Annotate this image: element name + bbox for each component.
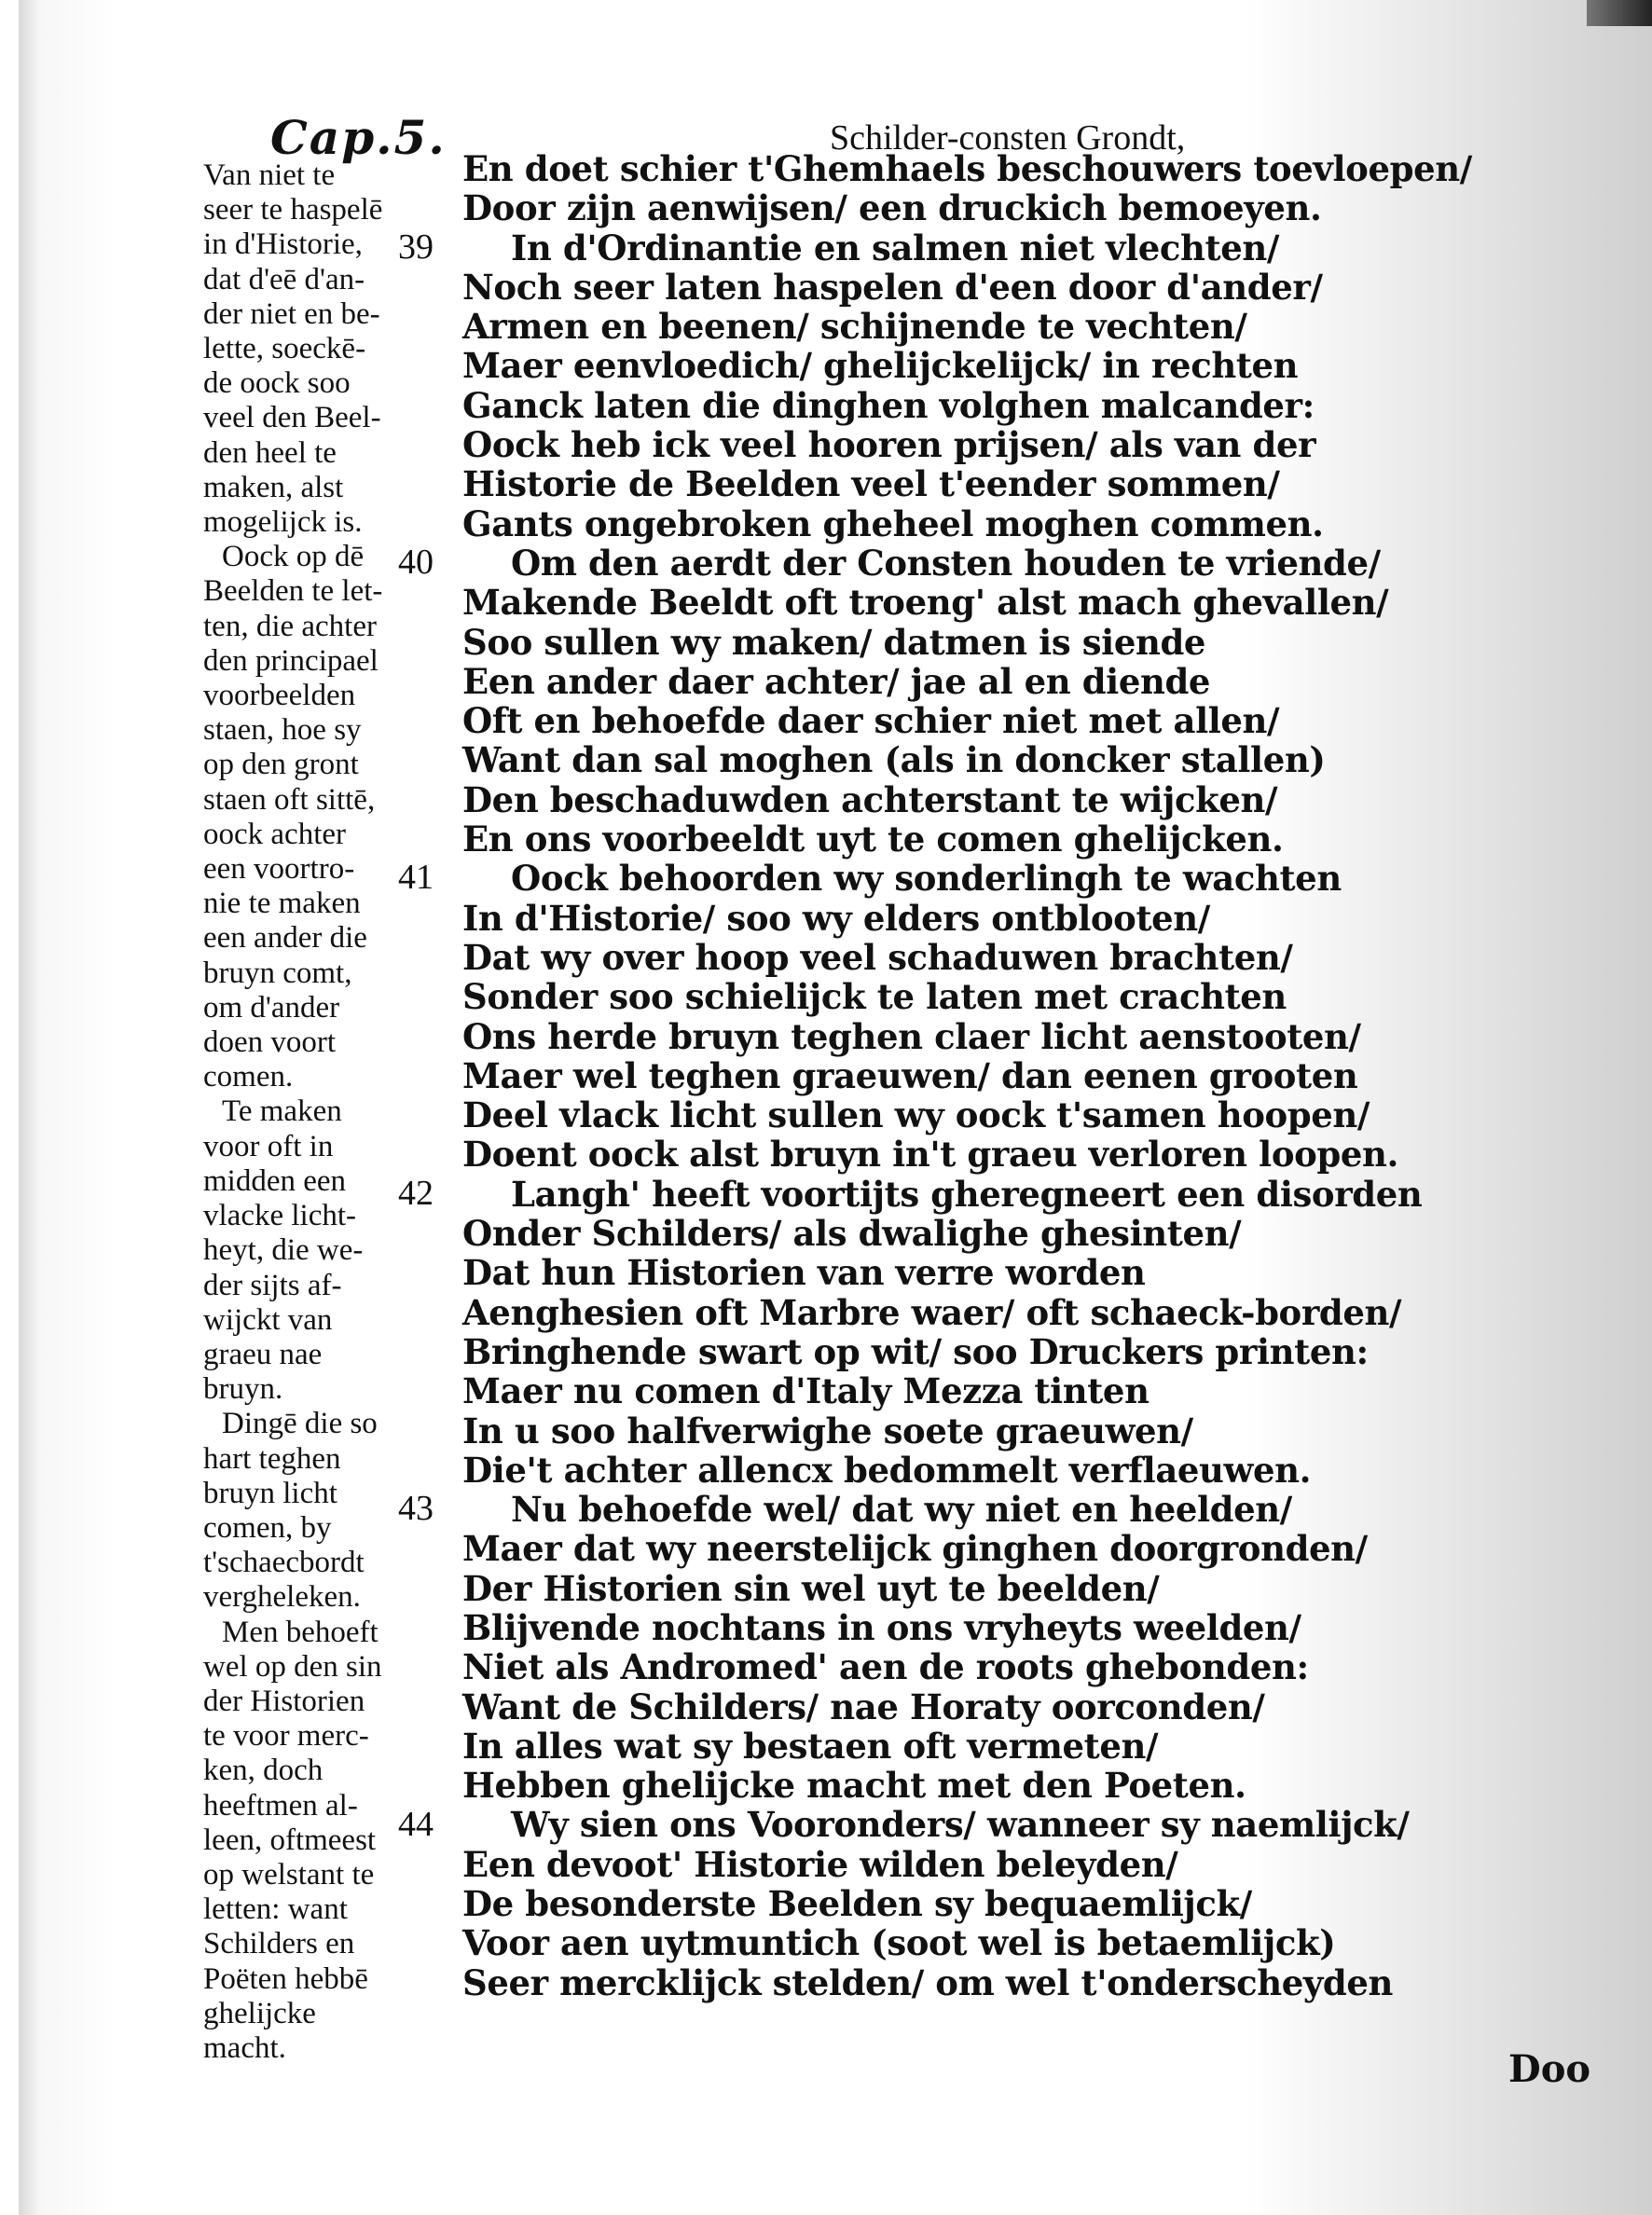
margin-notes-column — [203, 158, 427, 2066]
margin-note-line: der niet en be- — [203, 296, 380, 331]
margin-note-line: Oock op dē — [222, 540, 365, 574]
verse-line: Dat wy over hoop veel schaduwen brachten/ — [462, 936, 1293, 978]
margin-note-line: Men behoeft — [222, 1615, 379, 1649]
margin-note-line: midden een — [203, 1163, 347, 1198]
margin-note-line: Dingē die so — [222, 1407, 378, 1441]
margin-note-line: wel op den sin — [203, 1649, 382, 1684]
verse-line: In alles wat sy bestaen oft vermeten/ — [462, 1725, 1159, 1767]
stanza-number: 43 — [398, 1489, 434, 1529]
verse-line: In u soo halfverwighe soete graeuwen/ — [462, 1410, 1193, 1451]
verse-line: Doent oock alst bruyn in't graeu verloren loopen. — [462, 1134, 1398, 1176]
margin-note-line: de oock soo — [203, 366, 351, 401]
margin-note-line: bruyn licht — [203, 1476, 337, 1510]
page-gutter-edge — [19, 0, 37, 2215]
verse-line: Maer dat wy neerstelijck ginghen doorgronden/ — [462, 1528, 1368, 1570]
margin-note-line: veel den Beel- — [203, 401, 381, 435]
margin-note-line: dat d'eē d'an- — [203, 262, 365, 296]
margin-note-line: macht. — [203, 2030, 286, 2065]
margin-note-line: ten, die achter — [203, 609, 377, 643]
running-title: Schilder-consten Grondt, — [830, 118, 1186, 158]
margin-note-line: te voor merc- — [203, 1719, 369, 1754]
margin-note-line: bruyn comt, — [203, 956, 352, 990]
verse-line: In d'Ordinantie en salmen niet vlechten/ — [511, 227, 1279, 268]
verse-line: Oock behoorden wy sonderlingh te wachten — [511, 858, 1342, 900]
margin-note-line: leen, oftmeest — [203, 1823, 377, 1857]
margin-note-line: voorbeelden — [203, 679, 356, 713]
verse-line: De besonderste Beelden sy bequaemlijck/ — [462, 1883, 1252, 1925]
margin-note-line: op welstant te — [203, 1857, 375, 1892]
verse-line: Door zijn aenwijsen/ een druckich bemoeyen. — [462, 187, 1322, 229]
margin-note-line: doen voort — [203, 1025, 337, 1060]
verse-line: Om den aerdt der Consten houden te vriende/ — [511, 542, 1381, 584]
margin-note — [203, 1094, 427, 1407]
margin-note-line: Schilders en — [203, 1927, 355, 1961]
margin-note-line: Poëten hebbē — [203, 1961, 368, 1996]
margin-note-line: ken, doch — [203, 1754, 324, 1788]
verse-line: Soo sullen wy maken/ datmen is siende — [462, 621, 1206, 663]
margin-note-line: vlacke licht- — [203, 1199, 357, 1233]
verse-line: Nu behoefde wel/ dat wy niet en heelden/ — [511, 1489, 1292, 1531]
book-page — [19, 0, 1652, 2215]
margin-note-line: een voortro- — [203, 852, 355, 887]
margin-note-line: comen. — [203, 1060, 294, 1094]
margin-note-line: Van niet te — [203, 158, 336, 192]
verse-line: In d'Historie/ soo wy elders ontblooten/ — [462, 897, 1210, 939]
margin-note — [203, 158, 427, 540]
chapter-heading: Cap.5. — [270, 110, 447, 165]
margin-note-line: wijckt van — [203, 1302, 333, 1337]
margin-note-line: letten: want — [203, 1892, 348, 1927]
verse-line: En doet schier t'Ghemhaels beschouwers toevloepen/ — [462, 148, 1472, 189]
verse-line: Den beschaduwden achterstant te wijcken/ — [462, 778, 1278, 820]
margin-note-line: voor oft in — [203, 1129, 334, 1163]
stanza-number: 42 — [398, 1173, 434, 1213]
margin-note-line: nie te maken — [203, 887, 361, 921]
margin-note-line: den principael — [203, 643, 379, 678]
verse-line: Een devoot' Historie wilden beleyden/ — [462, 1843, 1178, 1885]
stanza-number: 44 — [398, 1804, 434, 1844]
margin-note-line: graeu nae — [203, 1337, 323, 1371]
margin-note-line: op den gront — [203, 748, 359, 782]
verse-line: Maer nu comen d'Italy Mezza tinten — [462, 1370, 1150, 1412]
margin-note-line: seer te haspelē — [203, 193, 383, 227]
verse-line: Wy sien ons Vooronders/ wanneer sy naemlijck/ — [511, 1804, 1410, 1846]
margin-note-line: mogelijck is. — [203, 505, 363, 540]
catchword: Doo — [1508, 2047, 1591, 2091]
margin-note-line: den heel te — [203, 435, 337, 470]
margin-note — [203, 1616, 427, 2067]
verse-line: Makende Beeldt oft troeng' alst mach ghevallen/ — [462, 582, 1389, 624]
margin-note-line: der sijts af- — [203, 1268, 342, 1302]
margin-note — [203, 540, 427, 1094]
verse-line: Gants ongebroken gheheel moghen commen. — [462, 502, 1324, 544]
verse-line: Seer mercklijck stelden/ om wel t'onderscheyden — [462, 1961, 1394, 2003]
margin-note-line: staen, hoe sy — [203, 713, 362, 748]
verse-line: Aenghesien oft Marbre waer/ oft schaeck-borden/ — [462, 1291, 1402, 1333]
margin-note-line: heyt, die we- — [203, 1233, 364, 1268]
stanza-number: 39 — [398, 227, 434, 267]
verse-line: Want de Schilders/ nae Horaty oorconden/ — [462, 1685, 1265, 1727]
margin-note-line: heeftmen al- — [203, 1788, 358, 1823]
margin-note-line: Te maken — [222, 1094, 342, 1129]
verse-line: Der Historien sin wel uyt te beelden/ — [462, 1567, 1160, 1609]
stanza-number: 41 — [398, 858, 434, 898]
verse-line: Dat hun Historien van verre worden — [462, 1252, 1146, 1294]
verse-line: Een ander daer achter/ jae al en diende — [462, 660, 1211, 702]
verse-text-block — [462, 149, 1472, 2002]
verse-line: Maer wel teghen graeuwen/ dan eenen grooten — [462, 1054, 1358, 1096]
verse-line: Ganck laten die dinghen volghen malcander: — [462, 384, 1315, 426]
margin-note-line: staen oft sittē, — [203, 782, 376, 817]
margin-note-line: oock achter — [203, 817, 346, 851]
margin-note — [203, 1407, 427, 1615]
verse-line: Oock heb ick veel hooren prijsen/ als van der — [462, 424, 1316, 466]
verse-line: Maer eenvloedich/ ghelijckelijck/ in rechten — [462, 345, 1299, 387]
verse-line: Sonder soo schielijck te laten met crachten — [462, 976, 1287, 1018]
verse-line: En ons voorbeeldt uyt te comen ghelijcken. — [462, 819, 1284, 860]
verse-line: Hebben ghelijcke macht met den Poeten. — [462, 1765, 1246, 1807]
margin-note-line: ghelijcke — [203, 1996, 316, 2030]
margin-note-line: in d'Historie, — [203, 227, 363, 262]
verse-line: Ons herde bruyn teghen claer licht aenstooten/ — [462, 1015, 1361, 1057]
verse-line: Voor aen uytmuntich (soot wel is betaemlijck) — [462, 1922, 1336, 1964]
margin-note-line: vergheleken. — [203, 1580, 361, 1615]
margin-note-line: hart teghen — [203, 1441, 341, 1476]
margin-note-line: een ander die — [203, 921, 367, 956]
verse-line: Langh' heeft voortijts gheregneert een disorden — [511, 1173, 1423, 1215]
verse-line: Noch seer laten haspelen d'een door d'ander/ — [462, 266, 1323, 308]
margin-note-line: comen, by — [203, 1510, 332, 1545]
scan-edge-mark — [1587, 0, 1652, 26]
verse-line: Historie de Beelden veel t'eender sommen/ — [462, 463, 1280, 505]
margin-note-line: maken, alst — [203, 470, 344, 504]
margin-note-line: Beelden te let- — [203, 574, 383, 609]
margin-note-line: bruyn. — [203, 1372, 283, 1407]
margin-note-line: t'schaecbordt — [203, 1546, 365, 1580]
verse-line: Want dan sal moghen (als in doncker stallen) — [462, 739, 1326, 781]
verse-line: Deel vlack licht sullen wy oock t'samen hoopen/ — [462, 1094, 1370, 1136]
verse-line: Blijvende nochtans in ons vryheyts weelden/ — [462, 1606, 1301, 1648]
verse-line: Die't achter allencx bedommelt verflaeuwen. — [462, 1449, 1312, 1491]
margin-note-line: om d'ander — [203, 990, 340, 1025]
verse-line: Niet als Andromed' aen de roots ghebonden: — [462, 1646, 1309, 1688]
verse-line: Oft en behoefde daer schier niet met allen/ — [462, 700, 1280, 742]
stanza-number: 40 — [398, 543, 434, 582]
margin-note-line: der Historien — [203, 1684, 365, 1718]
verse-line: Bringhende swart op wit/ soo Druckers printen: — [462, 1330, 1369, 1372]
verse-line: Armen en beenen/ schijnende te vechten/ — [462, 306, 1247, 348]
margin-note-line: lette, soeckē- — [203, 332, 366, 366]
verse-line: Onder Schilders/ als dwalighe ghesinten/ — [462, 1213, 1242, 1255]
